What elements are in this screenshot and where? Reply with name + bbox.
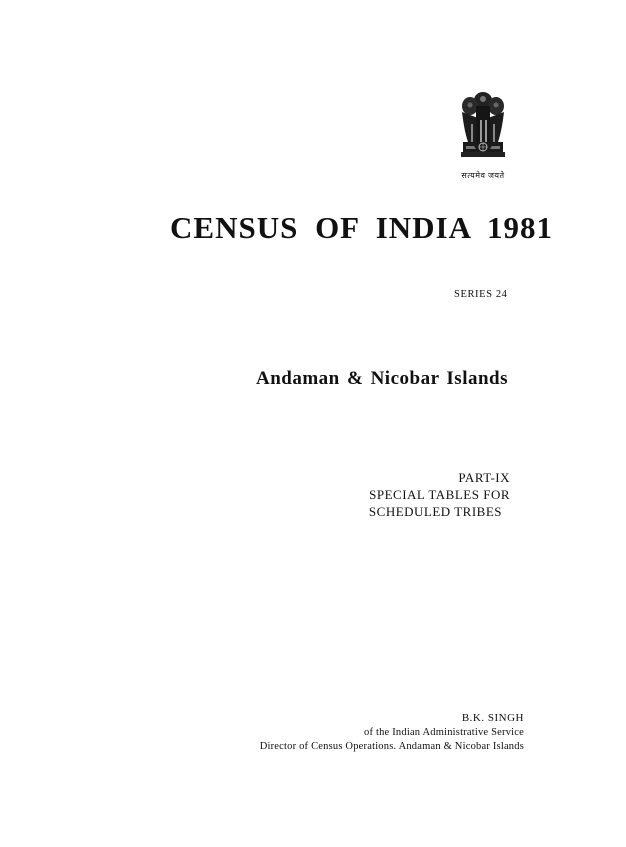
author-block bbox=[260, 711, 524, 754]
region-title: Andaman & Nicobar Islands bbox=[256, 368, 509, 389]
series-number: SERIES 24 bbox=[454, 289, 508, 300]
part-subtitle-line1: SPECIAL TABLES FOR bbox=[369, 487, 510, 502]
part-number: PART-IX bbox=[458, 470, 510, 485]
part-heading bbox=[369, 469, 510, 520]
national-emblem bbox=[454, 90, 512, 186]
author-service: of the Indian Administrative Service bbox=[364, 727, 524, 738]
publication-title: CENSUS OF INDIA 1981 bbox=[170, 210, 554, 245]
author-name: B.K. SINGH bbox=[461, 712, 524, 724]
emblem-motto: सत्यमेव जयते bbox=[461, 171, 505, 180]
part-subtitle-line2: SCHEDULED TRIBES bbox=[368, 504, 502, 519]
author-designation: Director of Census Operations. Andaman & Nicobar Islands bbox=[259, 741, 524, 752]
ashoka-lion-capital-icon bbox=[454, 90, 512, 168]
